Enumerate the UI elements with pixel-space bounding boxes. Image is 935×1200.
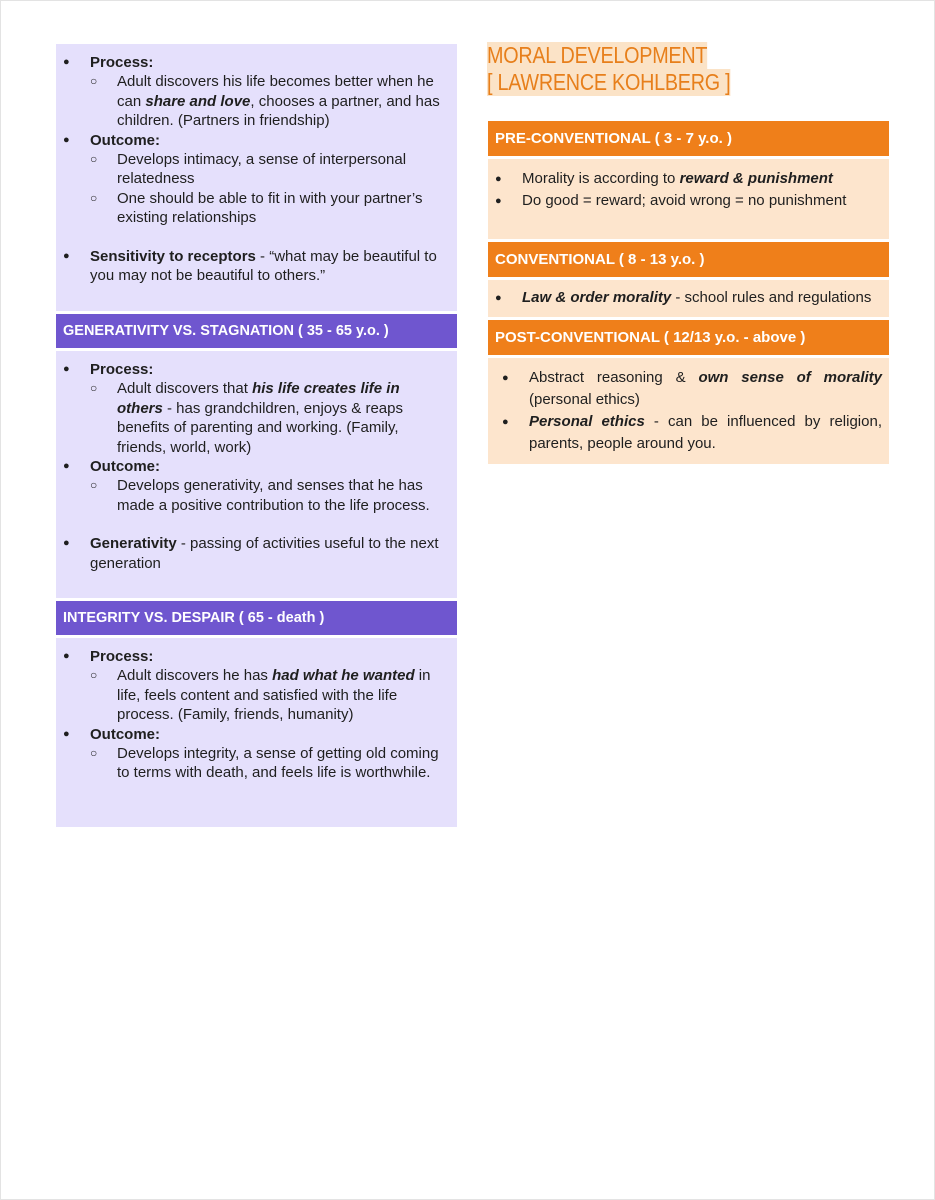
process-item: ● Process: xyxy=(56,360,457,379)
post-conventional-section xyxy=(488,358,889,464)
process-detail: ○ Adult discovers that his life creates life in others - has grandchildren, enjoys & reaps benefits of parenting and working. (Family, friends, world, work) xyxy=(56,379,457,457)
list-item: ● Personal ethics - can be influenced by religion, parents, people around you. xyxy=(488,411,889,455)
intimacy-section xyxy=(56,44,457,311)
integrity-header: INTEGRITY VS. DESPAIR ( 65 - death ) xyxy=(56,601,457,635)
outcome-detail: ○ Develops generativity, and senses that he has made a positive contribution to the life process. xyxy=(56,476,457,515)
outcome-detail: ○ One should be able to fit in with your partner’s existing relationships xyxy=(56,189,457,228)
process-detail: ○ Adult discovers he has had what he wanted in life, feels content and satisfied with the life process. (Family, friends, humanity) xyxy=(56,666,457,724)
integrity-section xyxy=(56,638,457,827)
outcome-detail: ○ Develops integrity, a sense of getting old coming to terms with death, and feels life is worthwhile. xyxy=(56,744,457,783)
term-definition: ● Sensitivity to receptors - “what may be beautiful to you may not be beautiful to others.” xyxy=(56,247,457,286)
outcome-detail: ○ Develops intimacy, a sense of interpersonal relatedness xyxy=(56,150,457,189)
term-definition: ● Generativity - passing of activities useful to the next generation xyxy=(56,534,457,573)
list-item: ● Morality is according to reward & punishment xyxy=(488,168,889,190)
process-item: ● Process: xyxy=(56,647,457,666)
outcome-item: ● Outcome: xyxy=(56,457,457,476)
pre-conventional-header: PRE-CONVENTIONAL ( 3 - 7 y.o. ) xyxy=(488,121,889,156)
process-detail: ○ Adult discovers his life becomes better when he can share and love, chooses a partner, and has children. (Partners in friendship) xyxy=(56,72,457,130)
pre-conventional-section xyxy=(488,159,889,239)
conventional-section xyxy=(488,280,889,317)
generativity-section xyxy=(56,351,457,598)
generativity-header: GENERATIVITY VS. STAGNATION ( 35 - 65 y.o. ) xyxy=(56,314,457,348)
conventional-header: CONVENTIONAL ( 8 - 13 y.o. ) xyxy=(488,242,889,277)
title-line-1: MORAL DEVELOPMENT xyxy=(487,42,708,68)
list-item: ● Do good = reward; avoid wrong = no punishment xyxy=(488,190,889,212)
title-line-2: [ LAWRENCE KOHLBERG ] xyxy=(487,69,731,95)
list-item: ● Law & order morality - school rules and regulations xyxy=(488,287,889,309)
left-column xyxy=(56,44,457,827)
post-conventional-header: POST-CONVENTIONAL ( 12/13 y.o. - above ) xyxy=(488,320,889,355)
process-item: ● Process: xyxy=(56,53,457,72)
moral-development-title xyxy=(487,42,831,96)
list-item: ● Abstract reasoning & own sense of morality (personal ethics) xyxy=(488,367,889,411)
right-column xyxy=(488,121,889,464)
outcome-item: ● Outcome: xyxy=(56,725,457,744)
outcome-item: ● Outcome: xyxy=(56,131,457,150)
